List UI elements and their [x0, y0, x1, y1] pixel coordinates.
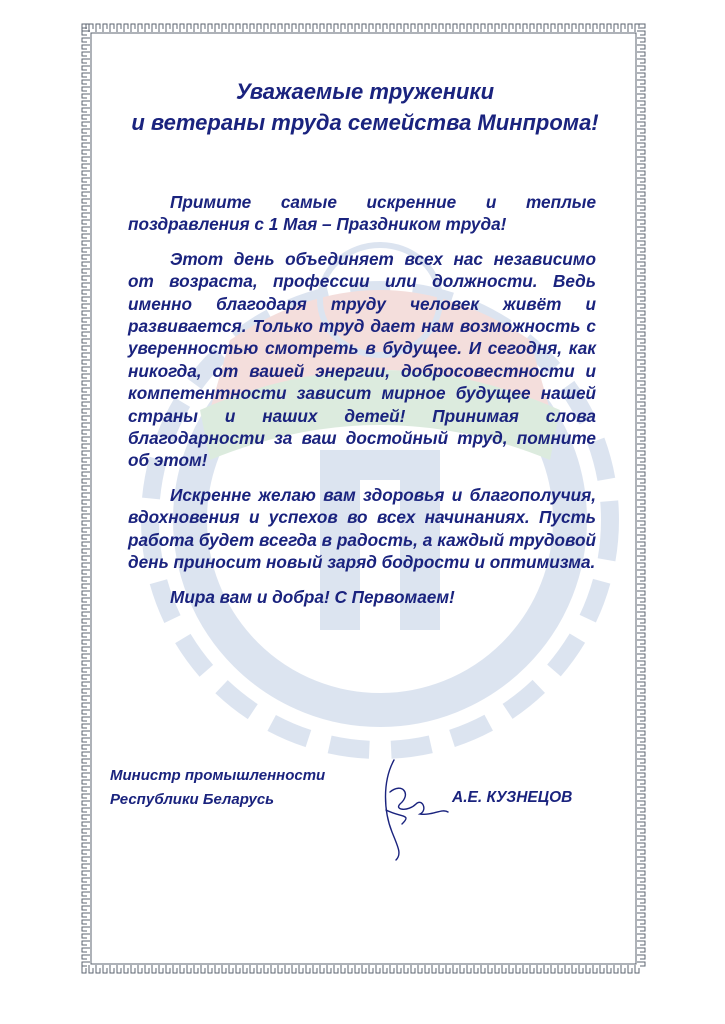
position-line-1: Министр промышленности — [110, 767, 326, 784]
position-line-2: Республики Беларусь — [110, 791, 275, 808]
signatory-name: А.Е. КУЗНЕЦОВ — [452, 789, 573, 806]
paragraph-wishes: Искренне желаю вам здоровья и благополучия, вдохновения и успехов во всех начинаниях. Пусть работа будет всегда в радость, а каждый трудовой день приносит новый заряд бодрости и оптимизма. — [128, 484, 596, 573]
letter-title — [100, 76, 630, 138]
paragraph-greeting: Примите самые искренние и теплые поздравления с 1 Мая – Праздником труда! — [128, 192, 596, 235]
handwritten-signature — [372, 752, 452, 862]
letter-body — [128, 191, 596, 620]
paragraph-main: Этот день объединяет всех нас независимо от возраста, профессии или должности. Ведь именно благодаря труду человек живёт и развивается. Только труд дает нам возможность с уверенностью смотреть в будущее. И сегодня, как никогда, от вашей энергии, добросовестности и компетентности зависит мирное будущее нашей страны и наших детей! Принимая слова благодарности за ваш достойный труд, помните об этом! — [128, 248, 596, 471]
signatory-position — [110, 764, 325, 812]
title-line-2: и ветераны труда семейства Минпрома! — [131, 110, 599, 135]
closing-line: Мира вам и добра! С Первомаем! — [170, 586, 455, 607]
title-line-1: Уважаемые труженики — [235, 79, 495, 104]
